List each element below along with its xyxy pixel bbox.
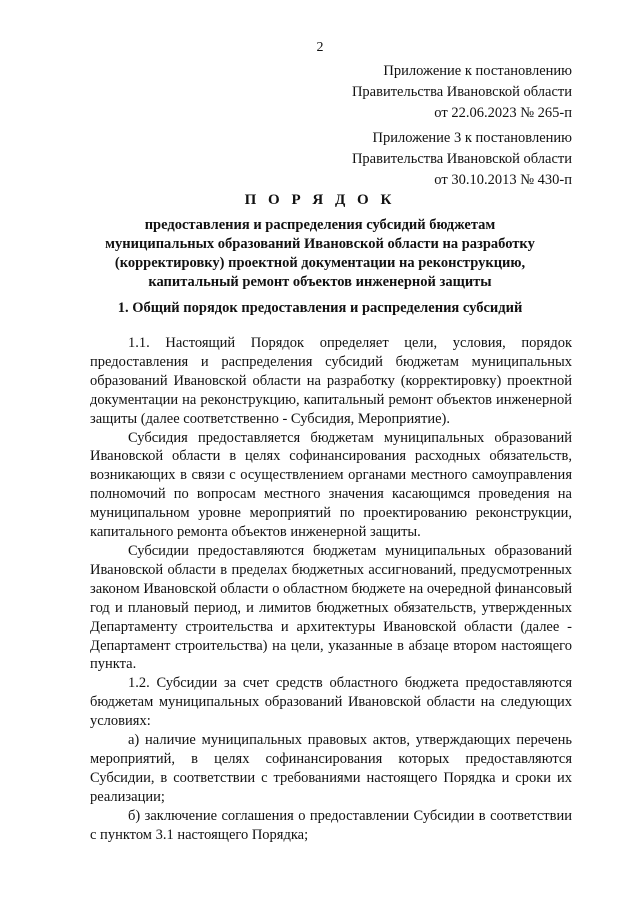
paragraph: 1.2. Субсидии за счет средств областного бюджета предоставляются бюджетам муниципальных образований Ивановской области на следующих условиях:: [90, 675, 572, 730]
paragraph: Субсидия предоставляется бюджетам муниципальных образований Ивановской области в целях софинансирования расходных обязательств, возникающих в связи с осуществлением органами местного самоуправления полномочий по вопросам местного значения касающимся проведения на муниципальном уровне мероприятий по проектированию реконструкции, капитального ремонта объектов инженерной защиты.: [90, 429, 572, 541]
section-heading: 1. Общий порядок предоставления и распределения субсидий: [117, 300, 523, 316]
paragraph: 1.1. Настоящий Порядок определяет цели, условия, порядок предоставления и распределения субсидий бюджетам муниципальных образований Ивановской области на разработку (корректировку) проектной документации на реконструкцию, капитальный ремонт объектов инженерной защиты (далее соответственно - Субсидия, Мероприятие).: [90, 335, 572, 427]
appendix-current-line: Приложение к постановлению: [383, 63, 572, 79]
appendix-original-block: [352, 128, 572, 191]
paragraph: а) наличие муниципальных правовых актов, утверждающих перечень мероприятий, в целях софинансирования которых предоставляются Субсидии, в соответствии с требованиями настоящего Порядка и сроки их реализации;: [90, 732, 572, 805]
document-body: [90, 334, 572, 844]
paragraph: Субсидии предоставляются бюджетам муниципальных образований Ивановской области в пределах бюджетных ассигнований, предусмотренных законом Ивановской области о областном бюджете на очередной финансовый год и плановый период, и лимитов бюджетных обязательств, утвержденных Департаменту строительства и архитектуры Ивановской области (далее - Департамент строительства) на цели, указанные в абзаце втором настоящего пункта.: [90, 542, 572, 673]
appendix-original-line: Приложение 3 к постановлению: [372, 130, 572, 146]
page-number: 2: [316, 40, 324, 55]
subtitle-line: (корректировку) проектной документации на реконструкцию,: [114, 255, 526, 271]
document-subtitle: [90, 216, 550, 292]
subtitle-line: капитальный ремонт объектов инженерной защиты: [148, 274, 492, 290]
appendix-original-line: от 30.10.2013 № 430-п: [434, 172, 572, 188]
subtitle-line: муниципальных образований Ивановской области на разработку: [105, 236, 535, 252]
document-title: П О Р Я Д О К: [244, 192, 396, 208]
paragraph: б) заключение соглашения о предоставлении Субсидии в соответствии с пунктом 3.1 настоящего Порядка;: [90, 807, 572, 843]
appendix-current-line: Правительства Ивановской области: [351, 84, 572, 100]
appendix-current-block: [352, 61, 572, 124]
appendix-current-line: от 22.06.2023 № 265-п: [434, 105, 572, 121]
appendix-original-line: Правительства Ивановской области: [351, 151, 572, 167]
subtitle-line: предоставления и распределения субсидий бюджетам: [144, 217, 496, 233]
